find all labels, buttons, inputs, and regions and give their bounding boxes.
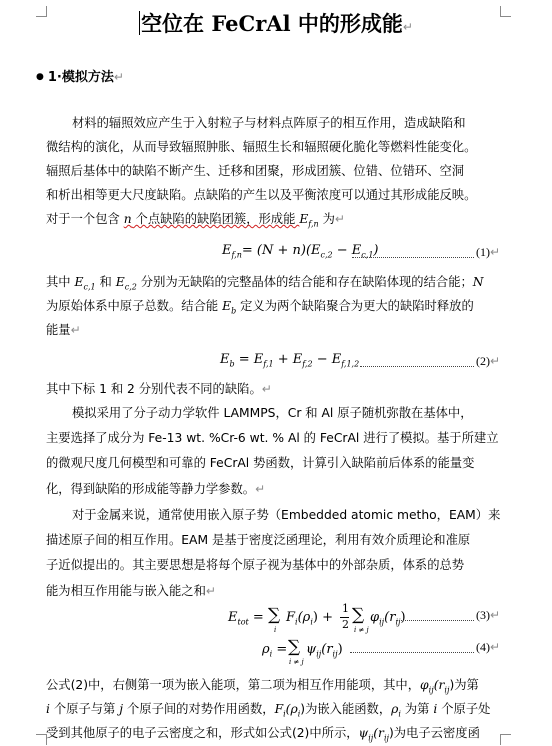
equation-number: (4)↵	[476, 640, 501, 654]
leader-dots	[396, 620, 474, 621]
equation-1[interactable]: $E_{f,n}= (N + n)(E_{c,2} - E_{c,1})$	[222, 243, 379, 260]
equation-2[interactable]: $E_b = E_{f,1} + E_{f,2} - E_{f,1,2}$	[220, 352, 360, 369]
body-line: 辐照后基体中的缺陷不断产生、迁移和团聚，形成团簇、位错、位错环、空洞	[46, 164, 465, 178]
paragraph-mark: ↵	[334, 212, 345, 226]
body-line: 其中下标 1 和 2 分别代表不同的缺陷。↵	[46, 382, 272, 396]
page-corner-mark	[500, 734, 511, 745]
paragraph-mark: ↵	[255, 482, 266, 496]
sum-symbol: ∑	[352, 605, 365, 625]
body-line: i 个原子与第 j 个原子间的对势作用函数，$F_i(\rho_i)$为嵌入能函数，$\rho_i$ 为第 i 个原子处	[46, 702, 491, 719]
sum-symbol: ∑	[288, 637, 301, 657]
leader-dots	[360, 366, 474, 367]
body-line: 的微观尺度几何模型和可靠的 FeCrAl 势函数，计算引入缺陷前后体系的能量变	[46, 456, 475, 470]
body-line: 对于一个包含 n 个点缺陷的缺陷团簇，形成能 $E_{f,n}$ 为↵	[46, 212, 345, 229]
leader-dots	[350, 652, 474, 653]
body-line: 受到其他原子的电子云密度之和，形式如公式(2)中所示，$\psi_{ij}(r_{ij})$为电子云密度函	[46, 726, 480, 743]
section-title: 模拟方法	[61, 70, 114, 85]
body-line: 模拟采用了分子动力学软件 LAMMPS，Cr 和 Al 原子随机弥散在基体中，	[72, 406, 473, 420]
body-line: 和析出相等更大尺度缺陷。点缺陷的产生以及平衡浓度可以通过其形成能反映。	[46, 188, 477, 202]
body-line: 能为相互作用能与嵌入能之和↵	[46, 584, 216, 598]
body-line: 主要选择了成分为 Fe-13 wt. %Cr-6 wt. % Al 的 FeCrAl 进行了模拟。基于所建立	[46, 431, 499, 445]
document-page: 空位在 FeCrAl 中的形成能↵ ● 1·模拟方法↵ 材料的辐照效应产生于入射粒子与材料点阵原子的相互作用，造成缺陷和 微结构的演化，从而导致辐照肿胀、辐照生长和辐照硬化脆化等燃料性能变化。 辐照后基体中的缺陷不断产生、迁移和团聚，形成团簇、位错、位错环、空洞 和析出相等更大尺度缺陷。点缺陷的产生以及平衡浓度可以通过其形成能反映。 对于一个包含 n 个点缺陷的缺陷团簇，形成能 $E_{f,n}$ 为↵ $E_{f,n}= (N + n)(E_{c,2} - E_{c,1})$ (1)↵ 其中 $E_{c,1}$ 和 $E_{c,2}$ 分别为无缺陷的完整晶体的结合能和存在缺陷体现的结合能；N 为原始体系中原子总数。结合能 $E_b$ 定义为两个缺陷聚合为更大的缺陷时释放的 能量↵ $E_b = E_{f,1} + E_{f,2} - E_{f,1,2}$ (2)↵ 其中下标 1 和 2 分别代表不同的缺陷。↵ 模拟采用了分子动力学软件 LAMMPS，Cr 和 Al 原子随机弥散在基体中， 主要选择了成分为 Fe-13 wt. %Cr-6 wt. % Al 的 FeCrAl 进行了模拟。基于所建立 的微观尺度几何模型和可靠的 FeCrAl 势函数，计算引入缺陷前后体系的能量变 化，得到缺陷的形成能等静力学参数。↵ 对于金属来说，通常使用嵌入原子势（Embedded atomic metho，EAM）来 描述原子间的相互作用。EAM 是基于密度泛函理论，利用有效介质理论和准原 子近似提出的。其主要思想是将每个原子视为基体中的外部杂质，体系的总势 能为相互作用能与嵌入能之和↵ $E_{tot}$ = ∑ i $F_i(\rho_i)$ + 1 2 ∑ i ≠ j $\varphi_{ij}(r_{ij})$ (3)↵ $\rho_i$ = ∑ i ≠ j $\psi_{ij}(r_{ij})$ (4)↵ 公式(2)中，右侧第一项为嵌入能项，第二项为相互作用能项，其中，$\varphi_{ij}(r_{ij})$为第 i 个原子与第 j 个原子间的对势作用函数，$F_i(\rho_i)$为嵌入能函数，$\rho_i$ 为第 i 个原子处 受到其他原子的电子云密度之和，形式如公式(2)中所示，$\psi_{ij}(r_{ij})$为电子云密度函	[0, 0, 552, 746]
leader-dots	[352, 257, 474, 258]
equation-number: (1)↵	[476, 245, 501, 259]
equation-number: (2)↵	[476, 354, 501, 368]
section-heading[interactable]: ● 1·模拟方法↵	[36, 70, 124, 85]
body-line: 化，得到缺陷的形成能等静力学参数。↵	[46, 482, 266, 496]
paragraph-mark: ↵	[70, 323, 81, 337]
paragraph-mark: ↵	[261, 382, 272, 396]
paragraph-mark: ↵	[205, 584, 216, 598]
bullet-dot-icon: ●	[36, 72, 44, 82]
body-line: 其中 $E_{c,1}$ 和 $E_{c,2}$ 分别为无缺陷的完整晶体的结合能和存在缺陷体现的结合能；N	[46, 275, 484, 292]
paragraph-mark: ↵	[402, 20, 413, 34]
text-cursor	[139, 11, 140, 35]
sum-symbol: ∑	[268, 605, 281, 625]
body-line: 材料的辐照效应产生于入射粒子与材料点阵原子的相互作用，造成缺陷和	[72, 116, 466, 130]
body-line: 描述原子间的相互作用。EAM 是基于密度泛函理论，利用有效介质理论和准原	[46, 533, 471, 547]
equation-number: (3)↵	[476, 608, 501, 622]
body-line: 子近似提出的。其主要思想是将每个原子视为基体中的外部杂质，体系的总势	[46, 558, 465, 572]
body-line: 能量↵	[46, 323, 81, 337]
body-line: 公式(2)中，右侧第一项为嵌入能项，第二项为相互作用能项，其中，$\varphi_{ij}(r_{ij})$为第	[46, 678, 479, 695]
section-number: 1	[47, 70, 57, 85]
body-line: 为原始体系中原子总数。结合能 $E_b$ 定义为两个缺陷聚合为更大的缺陷时释放的	[46, 299, 474, 316]
document-title[interactable]: 空位在 FeCrAl 中的形成能↵	[141, 11, 413, 36]
paragraph-mark: ↵	[113, 70, 124, 84]
variable-n: n	[123, 212, 132, 226]
body-line: 对于金属来说，通常使用嵌入原子势（Embedded atomic metho，EAM）来	[72, 508, 501, 522]
body-line: 微结构的演化，从而导致辐照肿胀、辐照生长和辐照硬化脆化等燃料性能变化。	[46, 140, 477, 154]
